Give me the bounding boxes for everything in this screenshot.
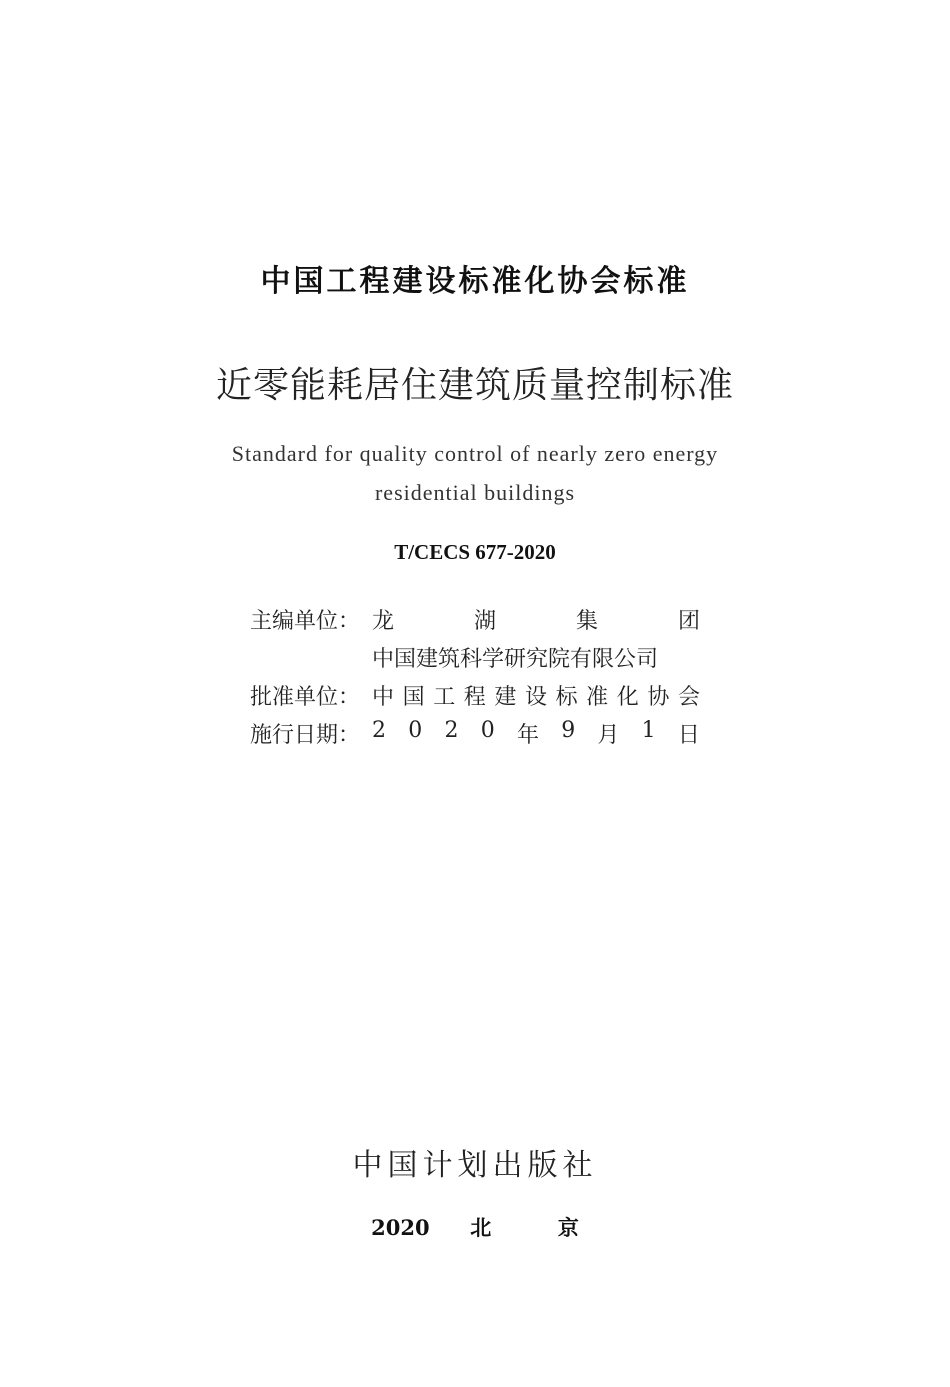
date-char: 年 bbox=[516, 722, 539, 748]
info-block bbox=[250, 600, 700, 752]
title-en-line-2: residential buildings bbox=[374, 480, 576, 505]
effective-date-value bbox=[372, 718, 700, 749]
editor-char: 集 bbox=[575, 608, 598, 634]
approver-char: 准 bbox=[586, 684, 609, 710]
date-char: 日 bbox=[677, 722, 700, 748]
editor-value-2: 中国建筑科学研究院有限公司 bbox=[372, 646, 659, 672]
date-char: 月 bbox=[597, 722, 620, 748]
approver-char: 国 bbox=[402, 684, 425, 710]
editor-row-2 bbox=[250, 638, 700, 676]
publication-year-place bbox=[0, 1212, 950, 1242]
approver-char: 工 bbox=[433, 684, 456, 710]
approver-char: 协 bbox=[647, 684, 670, 710]
editor-row bbox=[250, 600, 700, 638]
standard-title-chinese: 近零能耗居住建筑质量控制标准 bbox=[215, 365, 734, 406]
effective-date-label: 施行日期： bbox=[250, 722, 361, 748]
approver-char: 会 bbox=[677, 684, 700, 710]
editor-char: 湖 bbox=[473, 608, 496, 634]
effective-date-row bbox=[250, 714, 700, 752]
title-en-line-1: Standard for quality control of nearly zero energy bbox=[231, 441, 719, 466]
date-char: 2 bbox=[372, 717, 386, 743]
approver-char: 设 bbox=[524, 684, 547, 710]
editor-label: 主编单位： bbox=[250, 608, 361, 634]
approver-row bbox=[250, 676, 700, 714]
standard-code: T/CECS 677-2020 bbox=[394, 540, 556, 564]
approver-label: 批准单位： bbox=[250, 684, 361, 710]
publication-city-char: 京 bbox=[557, 1215, 579, 1240]
publication-year: 2020 bbox=[371, 1215, 430, 1240]
date-char: 0 bbox=[480, 717, 495, 743]
publisher-name: 中国计划出版社 bbox=[352, 1148, 598, 1183]
standard-title-english bbox=[0, 434, 950, 512]
date-char: 1 bbox=[641, 717, 656, 743]
approver-char: 化 bbox=[616, 684, 639, 710]
editor-char: 团 bbox=[677, 608, 700, 634]
publication-city-char: 北 bbox=[470, 1215, 492, 1240]
date-char: 0 bbox=[408, 717, 423, 743]
editor-value-1 bbox=[372, 604, 700, 635]
date-char: 2 bbox=[444, 717, 459, 743]
approver-char: 建 bbox=[494, 684, 517, 710]
approver-char: 程 bbox=[463, 684, 486, 710]
date-char: 9 bbox=[561, 717, 576, 743]
approver-char: 标 bbox=[555, 684, 578, 710]
approver-value bbox=[372, 680, 700, 711]
series-title: 中国工程建设标准化协会标准 bbox=[260, 264, 690, 299]
approver-char: 中 bbox=[372, 684, 395, 710]
editor-char: 龙 bbox=[372, 608, 395, 634]
